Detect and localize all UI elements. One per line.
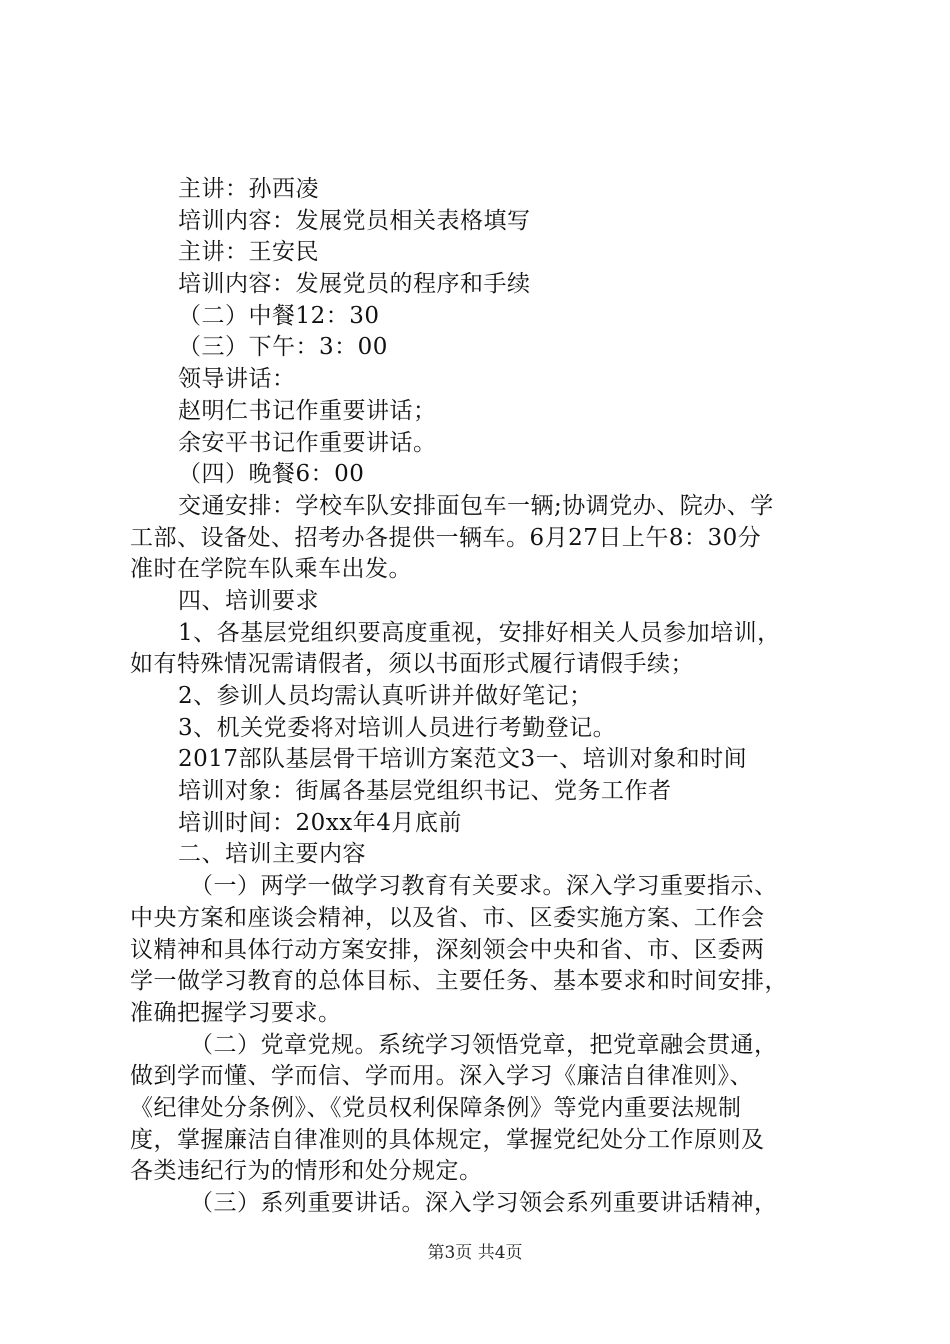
text-line: 议精神和具体行动方案安排，深刻领会中央和省、市、区委两 (130, 936, 765, 963)
text-line: 余安平书记作重要讲话。 (178, 429, 437, 456)
text-line: （一）两学一做学习教育有关要求。深入学习重要指示、 (190, 873, 778, 900)
text-line: 工部、设备处、招考办各提供一辆车。6月27日上午8：30分 (130, 524, 762, 551)
text-line: （二）党章党规。系统学习领悟党章，把党章融会贯通， (190, 1031, 778, 1058)
text-line: （四）晚餐6：00 (178, 461, 365, 488)
text-line: 交通安排：学校车队安排面包车一辆;协调党办、院办、学 (178, 492, 774, 519)
text-line: 二、培训主要内容 (178, 841, 366, 868)
text-line: 中央方案和座谈会精神，以及省、市、区委实施方案、工作会 (130, 904, 765, 931)
document-body (130, 174, 830, 1220)
text-line: 培训内容：发展党员相关表格填写 (178, 207, 531, 234)
text-line: （三）下午：3：00 (178, 334, 388, 361)
text-line: 做到学而懂、学而信、学而用。深入学习《廉洁自律准则》、 (130, 1063, 753, 1090)
text-line: 准确把握学习要求。 (130, 999, 342, 1026)
text-line: 主讲：王安民 (178, 239, 319, 266)
text-line: 《纪律处分条例》、《党员权利保障条例》等党内重要法规制 (130, 1094, 742, 1121)
text-line: 2、参训人员均需认真听讲并做好笔记； (178, 683, 593, 709)
text-line: 学一做学习教育的总体目标、主要任务、基本要求和时间安排， (130, 968, 788, 995)
text-line: 准时在学院车队乘车出发。 (130, 556, 412, 583)
text-line: 培训时间：20xx年4月底前 (178, 809, 462, 836)
text-line: 培训内容：发展党员的程序和手续 (178, 271, 531, 298)
text-line: 赵明仁书记作重要讲话； (178, 397, 437, 424)
text-line: 各类违纪行为的情形和处分规定。 (130, 1158, 483, 1185)
text-line: 如有特殊情况需请假者，须以书面形式履行请假手续； (130, 651, 694, 678)
page-footer: 第3页 共4页 (427, 1243, 523, 1263)
text-line: 3、机关党委将对培训人员进行考勤登记。 (178, 714, 617, 741)
text-line: 2017部队基层骨干培训方案范文3一、培训对象和时间 (178, 746, 748, 773)
text-line: （二）中餐12：30 (178, 302, 380, 329)
text-line: 四、培训要求 (178, 587, 319, 614)
text-line: 度，掌握廉洁自律准则的具体规定，掌握党纪处分工作原则及 (130, 1126, 765, 1153)
text-line: 领导讲话： (178, 366, 296, 393)
text-line: 主讲：孙西凌 (178, 176, 319, 202)
text-line: （三）系列重要讲话。深入学习领会系列重要讲话精神， (190, 1190, 778, 1216)
text-line: 培训对象：街属各基层党组织书记、党务工作者 (178, 778, 672, 805)
text-line: 1、各基层党组织要高度重视，安排好相关人员参加培训， (178, 619, 781, 646)
